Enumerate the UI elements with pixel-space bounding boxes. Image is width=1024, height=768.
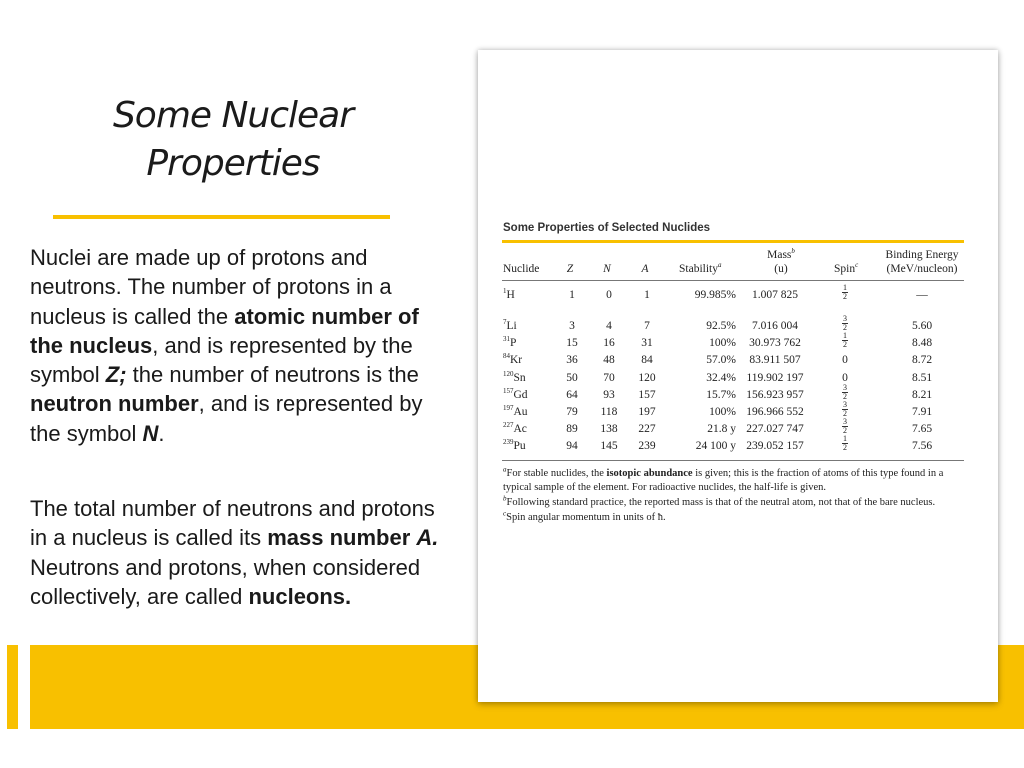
cell-nuclide: $^7$Li — [503, 318, 517, 332]
cell-spin: $\frac{1}{2}$ — [843, 283, 847, 301]
cell-stability: 100% — [709, 337, 736, 349]
cell-spin: 0 — [842, 354, 848, 366]
cell-n: 138 — [600, 423, 618, 435]
paragraph-mass-number: The total number of neutrons and protons in a nucleus is called its mass number A. Neutrons and protons, when considered collectively, are called nucleons. — [30, 496, 439, 609]
cell-n: 48 — [603, 354, 615, 366]
cell-a: 227 — [638, 423, 656, 435]
cell-mass: 239.052 157 — [746, 440, 804, 452]
cell-nuclide: $^{239}$Pu — [503, 438, 526, 452]
cell-mass: 83.911 507 — [749, 354, 801, 366]
cell-stability: 15.7% — [706, 389, 736, 401]
cell-nuclide: $^{84}$Kr — [503, 352, 523, 366]
header-n: N — [603, 263, 611, 275]
cell-spin: $\frac{3}{2}$ — [843, 417, 847, 435]
header-mass: Mass$^b$ (u) — [767, 247, 795, 275]
cell-binding-energy: 7.91 — [911, 406, 933, 418]
term-atomic-number: atomic number of the nucleus — [30, 303, 419, 358]
cell-mass: 30.973 762 — [749, 337, 801, 349]
cell-mass: 227.027 747 — [746, 423, 804, 435]
cell-mass: 1.007 825 — [752, 289, 798, 301]
cell-z: 1 — [569, 289, 575, 301]
term-neutron-number: neutron number — [30, 391, 199, 417]
cell-n: 0 — [606, 289, 612, 301]
cell-mass: 7.016 004 — [752, 320, 798, 332]
cell-nuclide: $^1$H — [503, 287, 515, 301]
table-bottom-rule — [502, 460, 964, 461]
title-underline — [53, 215, 390, 219]
cell-spin: $\frac{3}{2}$ — [843, 400, 847, 418]
cell-mass: 196.966 552 — [746, 406, 804, 418]
cell-a: 120 — [638, 372, 656, 384]
table-title: Some Properties of Selected Nuclides — [503, 222, 711, 234]
cell-binding-energy: — — [916, 289, 928, 301]
cell-binding-energy: 7.65 — [911, 423, 933, 435]
cell-a: 1 — [644, 289, 650, 301]
cell-stability: 24 100 y — [695, 440, 736, 452]
cell-spin: $\frac{3}{2}$ — [843, 383, 847, 401]
title-line-2: Properties — [146, 143, 320, 184]
cell-nuclide: $^{157}$Gd — [503, 387, 528, 401]
paragraph-atomic-number: Nuclei are made up of protons and neutrons. The number of protons in a nucleus is called the atomic number of the nucleus, and is represented by the symbol Z; the number of neutrons is the neutron number, and is represented by the symbol N. — [30, 245, 423, 446]
footnote-b: $^b$Following standard practice, the reported mass is that of the neutral atom, not that of the bare nucleus. — [503, 494, 936, 508]
title-line-1: Some Nuclear — [112, 95, 354, 136]
cell-stability: 32.4% — [706, 372, 736, 384]
left-accent-stripe — [7, 645, 18, 729]
cell-stability: 92.5% — [706, 320, 736, 332]
cell-n: 145 — [600, 440, 618, 452]
cell-stability: 57.0% — [706, 354, 736, 366]
cell-binding-energy: 8.21 — [911, 389, 933, 401]
table-top-rule — [502, 240, 964, 243]
cell-z: 89 — [566, 423, 578, 435]
cell-z: 50 — [566, 372, 578, 384]
cell-stability: 21.8 y — [707, 423, 736, 435]
header-a: A — [641, 263, 649, 275]
cell-nuclide: $^{31}$P — [503, 335, 517, 349]
header-z: Z — [566, 263, 574, 275]
cell-n: 70 — [603, 372, 615, 384]
cell-n: 4 — [606, 320, 612, 332]
cell-a: 31 — [641, 337, 653, 349]
cell-binding-energy: 8.72 — [911, 354, 933, 366]
symbol-n: N — [142, 420, 159, 446]
nuclide-table-figure — [478, 50, 998, 702]
cell-n: 118 — [600, 406, 618, 418]
symbol-a: A. — [416, 525, 439, 551]
cell-stability: 99.985% — [694, 289, 736, 301]
cell-z: 79 — [566, 406, 578, 418]
cell-nuclide: $^{197}$Au — [503, 404, 528, 418]
header-nuclide: Nuclide — [503, 263, 540, 275]
cell-nuclide: $^{227}$Ac — [503, 421, 527, 435]
slide-title — [52, 92, 414, 188]
cell-z: 3 — [569, 320, 575, 332]
header-rule — [502, 280, 964, 281]
cell-mass: 156.923 957 — [746, 389, 804, 401]
term-nucleons: nucleons. — [248, 583, 352, 609]
cell-a: 157 — [638, 389, 656, 401]
header-spin: Spin$^c$ — [834, 261, 859, 275]
cell-z: 64 — [566, 389, 578, 401]
cell-n: 16 — [603, 337, 615, 349]
cell-n: 93 — [603, 389, 615, 401]
cell-a: 239 — [638, 440, 656, 452]
cell-binding-energy: 8.51 — [911, 372, 933, 384]
cell-spin: $\frac{1}{2}$ — [843, 434, 847, 452]
cell-nuclide: $^{120}$Sn — [503, 370, 526, 384]
cell-spin: 0 — [842, 372, 848, 384]
cell-z: 36 — [566, 354, 578, 366]
cell-z: 94 — [566, 440, 578, 452]
header-binding-energy: Binding Energy (MeV/nucleon) — [885, 249, 959, 275]
cell-binding-energy: 8.48 — [911, 337, 933, 349]
cell-binding-energy: 7.56 — [911, 440, 933, 452]
cell-a: 197 — [638, 406, 656, 418]
cell-z: 15 — [566, 337, 578, 349]
symbol-z: Z; — [105, 362, 127, 388]
cell-a: 7 — [644, 320, 650, 332]
cell-spin: $\frac{1}{2}$ — [843, 331, 847, 349]
cell-mass: 119.902 197 — [746, 372, 804, 384]
footnote-a: $^a$For stable nuclides, the isotopic abundance is given; this is the fraction of atoms of this type found in a typical sample of the element. For radioactive nuclides, the half-life is given. — [503, 465, 944, 493]
term-mass-number: mass number — [267, 525, 417, 551]
cell-a: 84 — [641, 354, 653, 366]
footnote-c: $^c$Spin angular momentum in units of ħ. — [503, 509, 666, 523]
cell-spin: $\frac{3}{2}$ — [843, 314, 847, 332]
header-stability: Stability$^a$ — [679, 261, 722, 275]
cell-binding-energy: 5.60 — [911, 320, 933, 332]
cell-stability: 100% — [709, 406, 736, 418]
